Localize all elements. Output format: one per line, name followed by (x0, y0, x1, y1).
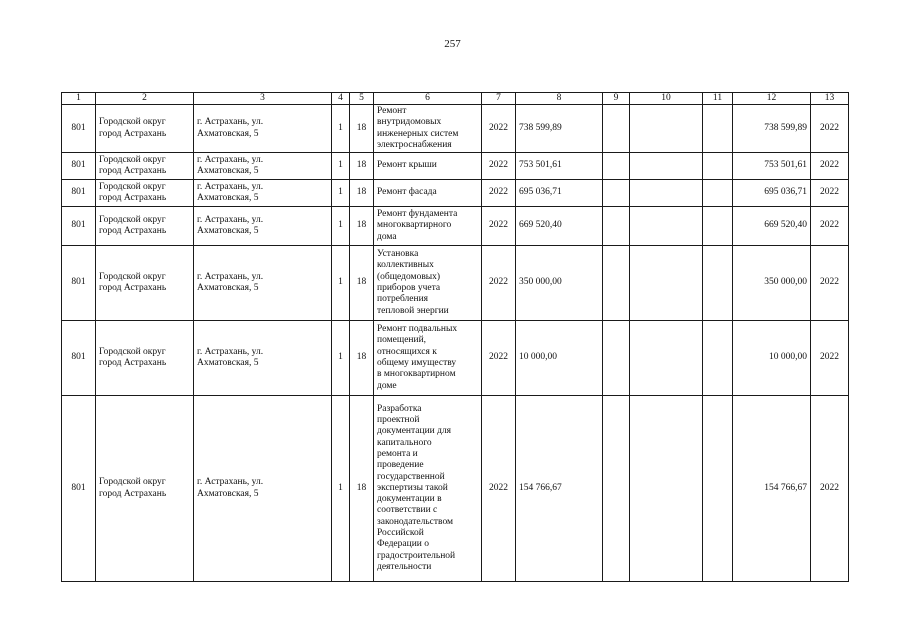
column-4-cell: 1 (332, 105, 350, 153)
column-12-cost-cell: 350 000,00 (733, 246, 811, 321)
column-number-10: 10 (630, 93, 703, 105)
work-type-line: капитального (377, 437, 432, 448)
year-cell: 2022 (482, 396, 516, 582)
total-cost-cell: 738 599,89 (516, 105, 603, 153)
work-type-line: приборов учета (377, 283, 441, 293)
column-number-3: 3 (194, 93, 332, 105)
object-number-cell: 801 (62, 180, 96, 207)
column-number-1: 1 (62, 93, 96, 105)
column-5-cell: 18 (350, 246, 374, 321)
year-cell: 2022 (482, 321, 516, 396)
table-row (62, 180, 849, 207)
column-9-cell (603, 153, 630, 180)
address-cell (194, 396, 332, 582)
address-cell (194, 105, 332, 153)
municipality-cell (96, 207, 194, 246)
address-line: г. Астрахань, ул. (197, 477, 264, 488)
column-number-5: 5 (350, 93, 374, 105)
table-row (62, 153, 849, 180)
column-13-year-cell: 2022 (811, 153, 849, 180)
column-9-cell (603, 246, 630, 321)
column-number-13: 13 (811, 93, 849, 105)
column-12-cost-cell: 154 766,67 (733, 396, 811, 582)
work-type-line: Ремонт (377, 105, 407, 116)
municipality-line: город Астрахань (99, 193, 167, 203)
column-12-cost-cell: 753 501,61 (733, 153, 811, 180)
address-line: г. Астрахань, ул. (197, 181, 264, 192)
column-number-12: 12 (733, 93, 811, 105)
work-type-cell (374, 105, 482, 153)
work-type-line: потребления (377, 294, 429, 305)
total-cost-cell: 154 766,67 (516, 396, 603, 582)
municipality-cell (96, 153, 194, 180)
address-line: Ахматовская, 5 (197, 193, 259, 203)
work-type-line: Ремонт подвальных (377, 324, 458, 335)
municipality-cell (96, 105, 194, 153)
total-cost-cell: 350 000,00 (516, 246, 603, 321)
column-number-4: 4 (332, 93, 350, 105)
column-13-year-cell: 2022 (811, 180, 849, 207)
column-number-row (62, 93, 849, 105)
column-number-7: 7 (482, 93, 516, 105)
work-type-line: проведение (377, 460, 424, 471)
object-number-cell: 801 (62, 207, 96, 246)
address-line: г. Астрахань, ул. (197, 214, 264, 225)
municipality-line: Городской округ (99, 477, 166, 488)
column-5-cell: 18 (350, 396, 374, 582)
table-row (62, 246, 849, 321)
column-13-year-cell: 2022 (811, 246, 849, 321)
work-type-cell (374, 153, 482, 180)
column-10-cell (630, 246, 703, 321)
column-4-cell: 1 (332, 321, 350, 396)
municipality-line: город Астрахань (99, 358, 167, 368)
column-9-cell (603, 105, 630, 153)
column-number-8: 8 (516, 93, 603, 105)
address-line: Ахматовская, 5 (197, 128, 259, 139)
registry-table (61, 92, 849, 582)
municipality-line: Городской округ (99, 181, 166, 192)
municipality-cell (96, 246, 194, 321)
work-type-line: экспертизы такой (377, 482, 448, 493)
work-type-line: электроснабжения (377, 139, 452, 150)
column-13-year-cell: 2022 (811, 321, 849, 396)
address-line: Ахматовская, 5 (197, 488, 259, 499)
total-cost-cell: 10 000,00 (516, 321, 603, 396)
total-cost-cell: 695 036,71 (516, 180, 603, 207)
column-10-cell (630, 153, 703, 180)
address-cell (194, 207, 332, 246)
address-line: Ахматовская, 5 (197, 358, 259, 368)
column-11-cell (703, 321, 733, 396)
work-type-cell (374, 321, 482, 396)
year-cell: 2022 (482, 180, 516, 207)
work-type-line: относящихся к (377, 346, 437, 357)
column-4-cell: 1 (332, 153, 350, 180)
column-12-cost-cell: 695 036,71 (733, 180, 811, 207)
municipality-line: Городской округ (99, 214, 166, 225)
work-type-line: помещений, (377, 335, 427, 346)
column-11-cell (703, 153, 733, 180)
column-11-cell (703, 396, 733, 582)
work-type-line: в многоквартирном (377, 369, 456, 380)
table-row (62, 396, 849, 582)
address-cell (194, 153, 332, 180)
column-4-cell: 1 (332, 180, 350, 207)
total-cost-cell: 669 520,40 (516, 207, 603, 246)
municipality-line: город Астрахань (99, 128, 167, 139)
column-11-cell (703, 207, 733, 246)
column-13-year-cell: 2022 (811, 105, 849, 153)
column-9-cell (603, 396, 630, 582)
work-type-cell (374, 180, 482, 207)
column-number-2: 2 (96, 93, 194, 105)
column-10-cell (630, 180, 703, 207)
address-line: г. Астрахань, ул. (197, 346, 264, 357)
work-type-line: ремонта и (377, 448, 418, 459)
address-cell (194, 180, 332, 207)
column-11-cell (703, 105, 733, 153)
column-5-cell: 18 (350, 105, 374, 153)
work-type-line: документации в (377, 494, 442, 505)
column-12-cost-cell: 669 520,40 (733, 207, 811, 246)
address-cell (194, 321, 332, 396)
work-type-line: дома (377, 231, 397, 242)
table-row (62, 207, 849, 246)
municipality-line: город Астрахань (99, 166, 167, 176)
work-type-line: доме (377, 380, 397, 391)
municipality-line: Городской округ (99, 117, 166, 128)
work-type-line: документации для (377, 426, 452, 437)
work-type-line: Разработка (377, 403, 422, 414)
column-number-9: 9 (603, 93, 630, 105)
work-type-line: Российской (377, 528, 424, 539)
column-13-year-cell: 2022 (811, 396, 849, 582)
column-9-cell (603, 321, 630, 396)
column-number-6: 6 (374, 93, 482, 105)
year-cell: 2022 (482, 153, 516, 180)
work-type-line: Ремонт фасада (377, 187, 437, 198)
address-line: Ахматовская, 5 (197, 166, 259, 176)
column-12-cost-cell: 738 599,89 (733, 105, 811, 153)
object-number-cell: 801 (62, 321, 96, 396)
table-row (62, 321, 849, 396)
year-cell: 2022 (482, 207, 516, 246)
municipality-cell (96, 321, 194, 396)
column-10-cell (630, 321, 703, 396)
work-type-line: Ремонт крыши (377, 160, 437, 171)
municipality-line: город Астрахань (99, 488, 167, 499)
municipality-line: Городской округ (99, 346, 166, 357)
work-type-line: (общедомовых) (377, 271, 441, 282)
municipality-line: Городской округ (99, 154, 166, 165)
column-10-cell (630, 396, 703, 582)
work-type-line: деятельности (377, 561, 432, 572)
work-type-line: инженерных систем (377, 128, 459, 139)
work-type-line: коллективных (377, 260, 434, 271)
object-number-cell: 801 (62, 153, 96, 180)
column-4-cell: 1 (332, 207, 350, 246)
column-5-cell: 18 (350, 153, 374, 180)
work-type-line: градостроительной (377, 550, 456, 561)
total-cost-cell: 753 501,61 (516, 153, 603, 180)
address-line: Ахматовская, 5 (197, 226, 259, 236)
work-type-line: законодательством (377, 516, 454, 527)
municipality-line: Городской округ (99, 271, 166, 282)
municipality-cell (96, 180, 194, 207)
work-type-line: внутридомовых (377, 117, 442, 128)
object-number-cell: 801 (62, 396, 96, 582)
column-10-cell (630, 207, 703, 246)
year-cell: 2022 (482, 246, 516, 321)
column-9-cell (603, 207, 630, 246)
work-type-cell (374, 246, 482, 321)
year-cell: 2022 (482, 105, 516, 153)
column-10-cell (630, 105, 703, 153)
municipality-cell (96, 396, 194, 582)
work-type-line: государственной (377, 471, 445, 482)
page-number: 257 (444, 38, 461, 50)
work-type-cell (374, 396, 482, 582)
municipality-line: город Астрахань (99, 226, 167, 236)
column-12-cost-cell: 10 000,00 (733, 321, 811, 396)
object-number-cell: 801 (62, 105, 96, 153)
column-13-year-cell: 2022 (811, 207, 849, 246)
column-5-cell: 18 (350, 180, 374, 207)
column-5-cell: 18 (350, 321, 374, 396)
work-type-line: Установка (377, 249, 419, 260)
column-9-cell (603, 180, 630, 207)
column-5-cell: 18 (350, 207, 374, 246)
work-type-line: Федерации о (377, 539, 429, 550)
table-row (62, 105, 849, 153)
work-type-cell (374, 207, 482, 246)
work-type-line: многоквартирного (377, 220, 452, 231)
address-line: г. Астрахань, ул. (197, 117, 264, 128)
column-number-11: 11 (703, 93, 733, 105)
work-type-line: Ремонт фундамента (377, 209, 458, 220)
column-4-cell: 1 (332, 246, 350, 321)
column-11-cell (703, 180, 733, 207)
column-11-cell (703, 246, 733, 321)
work-type-line: тепловой энергии (377, 305, 449, 316)
work-type-line: общему имуществу (377, 358, 457, 368)
work-type-line: соответствии с (377, 505, 438, 516)
object-number-cell: 801 (62, 246, 96, 321)
table-body (62, 93, 849, 582)
work-type-line: проектной (377, 415, 420, 426)
address-line: Ахматовская, 5 (197, 283, 259, 293)
address-line: г. Астрахань, ул. (197, 271, 264, 282)
column-4-cell: 1 (332, 396, 350, 582)
address-line: г. Астрахань, ул. (197, 154, 264, 165)
address-cell (194, 246, 332, 321)
municipality-line: город Астрахань (99, 283, 167, 293)
